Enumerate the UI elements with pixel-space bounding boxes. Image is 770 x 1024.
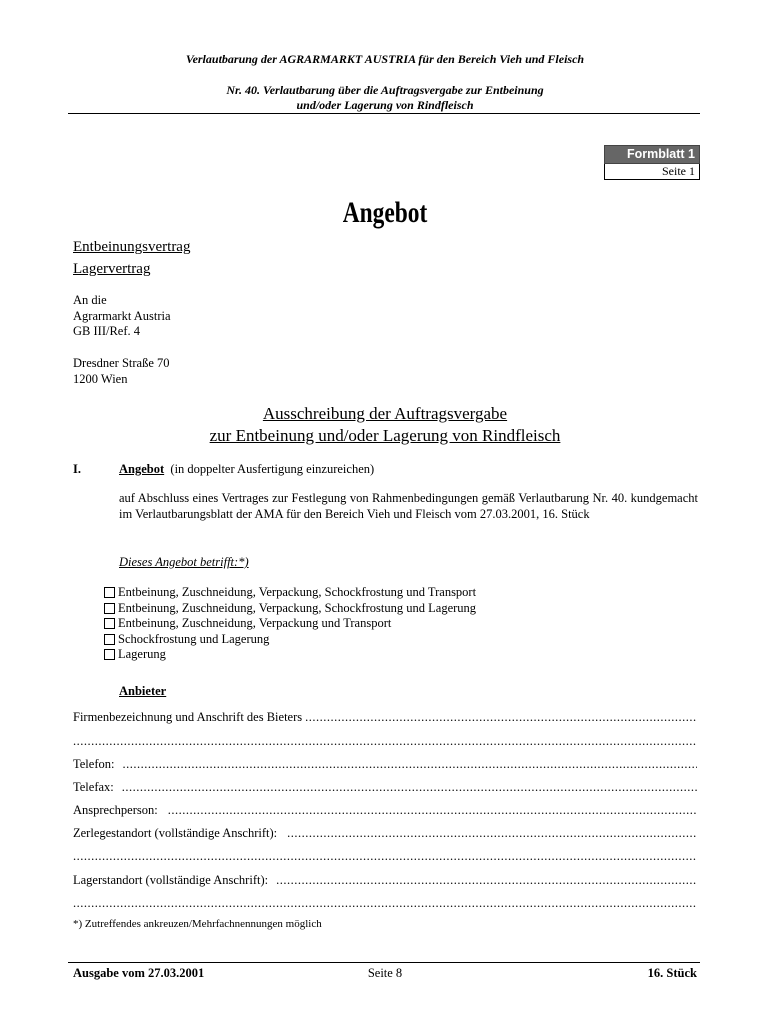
footnote: *) Zutreffendes ankreuzen/Mehrfachnennungen möglich xyxy=(73,918,322,930)
offer-heading xyxy=(119,462,374,477)
offer-paragraph: auf Abschluss eines Vertrages zur Festlegung von Rahmenbedingungen gemäß Verlautbarung Nr. 40. kundgemacht im Verlautbarungsblatt der AMA für den Bereich Vieh und Fleisch vom 27.03.2001, 16. Stück xyxy=(119,491,698,521)
cutting-site-field[interactable] xyxy=(73,826,697,841)
header-subtitle xyxy=(0,83,770,113)
option-label: Lagerung xyxy=(118,647,166,662)
footer-issue-number: 16. Stück xyxy=(647,966,697,980)
option-checkbox[interactable] xyxy=(104,603,115,614)
option-label: Entbeinung, Zuschneidung, Verpackung, Schockfrostung und Lagerung xyxy=(118,600,477,615)
storage-site-field[interactable] xyxy=(73,873,697,888)
address-street: Dresdner Straße 70 xyxy=(73,356,170,370)
address-city: 1200 Wien xyxy=(73,371,128,386)
section-title xyxy=(0,403,770,447)
footer-issue-date: Ausgabe vom 27.03.2001 xyxy=(73,966,205,980)
section-title-line2: zur Entbeinung und/oder Lagerung von Rindfleisch xyxy=(209,426,561,445)
option-row xyxy=(104,647,476,663)
address-line: Agrarmarkt Austria xyxy=(73,308,171,323)
option-row xyxy=(104,601,476,617)
contact-field[interactable] xyxy=(73,803,697,818)
option-row xyxy=(104,585,476,601)
option-label: Schockfrostung und Lagerung xyxy=(118,631,270,646)
company-field-continued[interactable] xyxy=(73,734,697,749)
company-label: Firmenbezeichnung und Anschrift des Bieters xyxy=(73,710,303,724)
contact-label: Ansprechperson: xyxy=(73,803,158,817)
storage-site-label: Lagerstandort (vollständige Anschrift): xyxy=(73,873,269,887)
option-label: Entbeinung, Zuschneidung, Verpackung und Transport xyxy=(118,616,392,631)
cutting-site-label: Zerlegestandort (vollständige Anschrift): xyxy=(73,826,278,840)
company-fill-line[interactable] xyxy=(305,710,697,725)
fax-field[interactable] xyxy=(73,780,697,795)
phone-fill-line[interactable] xyxy=(122,757,697,772)
offer-concerns-label: Dieses Angebot betrifft:*) xyxy=(119,555,249,569)
option-checkbox[interactable] xyxy=(104,587,115,598)
offer-heading-note: (in doppelter Ausfertigung einzureichen) xyxy=(170,462,375,476)
cutting-site-fill-line[interactable] xyxy=(287,826,697,841)
fax-fill-line[interactable] xyxy=(122,780,697,795)
option-checkbox[interactable] xyxy=(104,634,115,645)
storage-site-field-continued[interactable] xyxy=(73,896,697,911)
header-subtitle-line2: und/oder Lagerung von Rindfleisch xyxy=(296,98,474,112)
fax-label: Telefax: xyxy=(73,780,114,794)
phone-field[interactable] xyxy=(73,757,697,772)
contact-fill-line[interactable] xyxy=(168,803,697,818)
header-subtitle-line1: Nr. 40. Verlautbarung über die Auftragsvergabe zur Entbeinung xyxy=(226,83,544,97)
bidder-heading: Anbieter xyxy=(119,684,167,698)
footer-page-number: Seite 8 xyxy=(367,966,403,980)
section-numeral: I. xyxy=(73,462,81,476)
address-line: GB III/Ref. 4 xyxy=(73,324,140,338)
form-sheet-page: Seite 1 xyxy=(604,164,700,180)
section-title-line1: Ausschreibung der Auftragsvergabe xyxy=(262,404,508,423)
form-sheet-box xyxy=(604,145,700,180)
offer-heading-label: Angebot xyxy=(119,462,165,476)
form-sheet-label: Formblatt 1 xyxy=(604,145,700,164)
header-divider xyxy=(68,113,700,114)
service-options xyxy=(104,585,476,663)
option-checkbox[interactable] xyxy=(104,649,115,660)
company-field[interactable] xyxy=(73,710,697,725)
header-title: Verlautbarung der AGRARMARKT AUSTRIA für den Bereich Vieh und Fleisch xyxy=(185,52,585,66)
option-label: Entbeinung, Zuschneidung, Verpackung, Schockfrostung und Transport xyxy=(118,585,477,600)
recipient-address xyxy=(73,293,171,340)
option-checkbox[interactable] xyxy=(104,618,115,629)
contract-type-storage: Lagervertrag xyxy=(73,261,151,277)
option-row xyxy=(104,616,476,632)
recipient-street-address xyxy=(73,356,170,387)
cutting-site-field-continued[interactable] xyxy=(73,849,697,864)
phone-label: Telefon: xyxy=(73,757,115,771)
footer-divider xyxy=(68,962,700,963)
cutting-site-fill-line-2[interactable] xyxy=(73,849,697,864)
contract-type-deboning: Entbeinungsvertrag xyxy=(73,239,191,255)
page-title: Angebot xyxy=(342,196,428,229)
storage-site-fill-line-2[interactable] xyxy=(73,896,697,911)
company-fill-line-2[interactable] xyxy=(73,734,697,749)
storage-site-fill-line[interactable] xyxy=(276,873,697,888)
option-row xyxy=(104,632,476,648)
address-line: An die xyxy=(73,293,107,307)
